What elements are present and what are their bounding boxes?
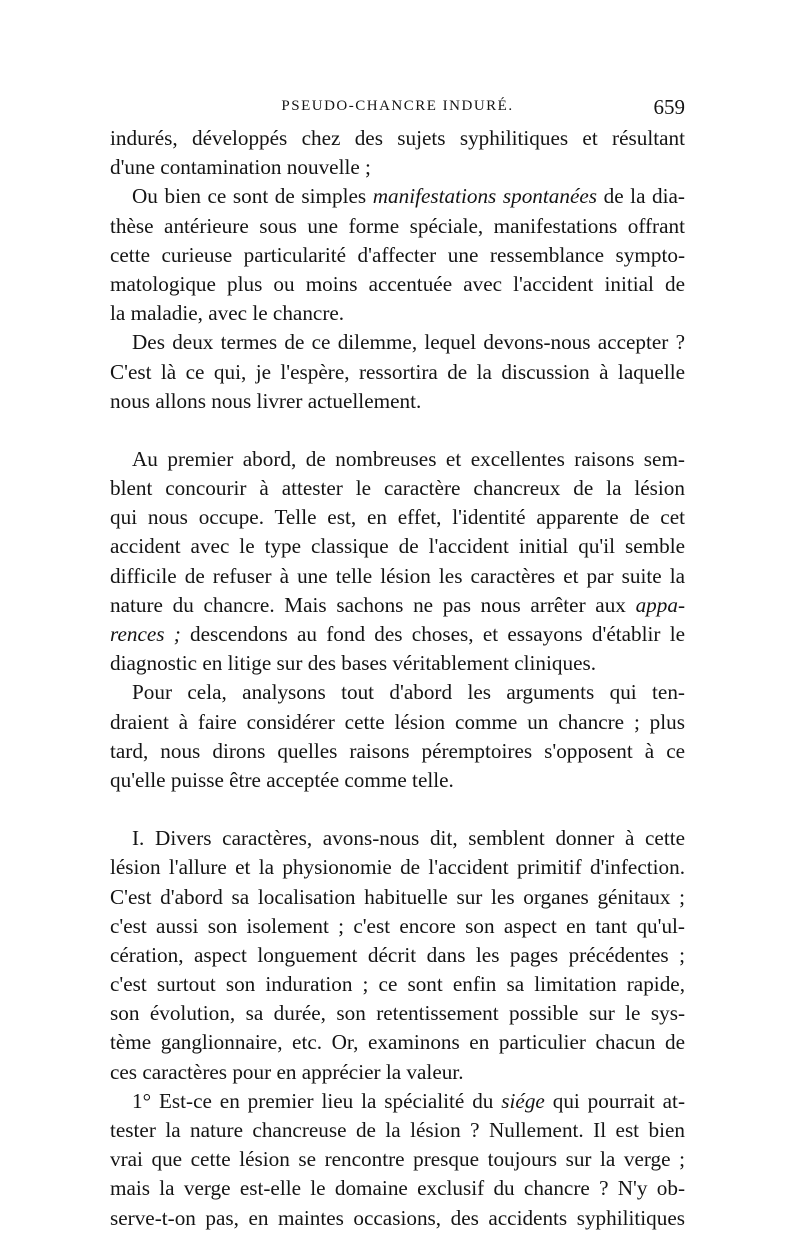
text-line: Au premier abord, de nombreuses et excellentes raisons sem- <box>132 446 685 471</box>
emphasis: manifestations spontanées <box>372 184 598 209</box>
text-line: draient à faire considérer cette lésion comme un chancre ; plus <box>110 709 685 734</box>
emphasis: rences ; <box>110 622 181 646</box>
text-line: qui nous occupe. Telle est, en effet, l'identité apparente de cet <box>110 505 685 530</box>
text-line: Ou bien ce sont de simples manifestations spontanées de la dia- <box>132 184 685 209</box>
text-line: I. Divers caractères, avons-nous dit, semblent donner à cette <box>132 826 685 851</box>
paragraph-section-one <box>110 824 685 1087</box>
paragraph-question <box>110 328 685 416</box>
text-line: cération, aspect longuement décrit dans les pages précédentes ; <box>110 942 685 967</box>
text-line: d'une contamination nouvelle ; <box>110 155 371 180</box>
paragraph-pour-cela <box>110 678 685 795</box>
text-line: nature du chancre. Mais sachons ne pas nous arrêter aux appa- <box>110 592 685 617</box>
text-line: serve-t-on pas, en maintes occasions, des accidents syphilitiques <box>110 1205 685 1230</box>
section-gap <box>110 795 685 824</box>
text-line: Des deux termes de ce dilemme, lequel devons-nous accepter ? <box>132 330 685 355</box>
text-line: cette curieuse particularité d'affecter une ressemblance sympto- <box>110 242 685 267</box>
paragraph-premier-abord <box>110 445 685 679</box>
emphasis: appa- <box>635 592 685 617</box>
section-gap <box>110 416 685 445</box>
text-line: Pour cela, analysons tout d'abord les arguments qui ten- <box>132 680 685 705</box>
text-line: tème ganglionnaire, etc. Or, examinons en particulier chacun de <box>110 1030 685 1055</box>
paragraph-dilemma <box>110 182 685 328</box>
text-line: son évolution, sa durée, son retentissement possible sur le sys- <box>110 1001 685 1026</box>
text-line: blent concourir à attester le caractère chancreux de la lésion <box>110 476 685 501</box>
text-line: C'est d'abord sa localisation habituelle sur les organes génitaux ; <box>110 884 685 909</box>
text-line: qu'elle puisse être acceptée comme telle. <box>110 767 454 792</box>
text-line: ces caractères pour en apprécier la valeur. <box>110 1059 464 1084</box>
text-line: nous allons nous livrer actuellement. <box>110 388 422 413</box>
text-line: accident avec le type classique de l'accident initial qu'il semble <box>110 534 685 559</box>
text-line: C'est là ce qui, je l'espère, ressortira de la discussion à laquelle <box>110 359 685 384</box>
text-line: lésion l'allure et la physionomie de l'accident primitif d'infection. <box>110 855 685 880</box>
paragraph-continuation <box>110 124 685 182</box>
text-line: mais la verge est-elle le domaine exclusif du chancre ? N'y ob- <box>110 1176 685 1201</box>
text-line: matologique plus ou moins accentuée avec l'accident initial de <box>110 271 685 296</box>
text-line: 1° Est-ce en premier lieu la spécialité du siége qui pourrait at- <box>132 1088 685 1113</box>
text-line: indurés, développés chez des sujets syphilitiques et résultant <box>110 126 685 150</box>
text-line: la maladie, avec le chancre. <box>110 301 345 326</box>
text-line: tester la nature chancreuse de la lésion ? Nullement. Il est bien <box>110 1118 685 1142</box>
text-line: c'est aussi son isolement ; c'est encore son aspect en tant qu'ul- <box>110 913 685 938</box>
page-number: 659 <box>653 95 685 119</box>
text-line: diagnostic en litige sur des bases véritablement cliniques. <box>110 651 597 676</box>
page-header <box>110 95 685 117</box>
emphasis: siége <box>501 1088 545 1113</box>
text-line: tard, nous dirons quelles raisons péremptoires s'opposent à ce <box>110 738 685 763</box>
text-line: c'est surtout son induration ; ce sont enfin sa limitation rapide, <box>110 972 685 997</box>
text-line: thèse antérieure sous une forme spéciale, manifestations offrant <box>110 213 685 238</box>
paragraph-siege <box>110 1087 685 1233</box>
text-line: difficile de refuser à une telle lésion les caractères et par suite la <box>110 563 685 588</box>
text-line: vrai que cette lésion se rencontre presque toujours sur la verge ; <box>110 1147 685 1172</box>
text-line: rences ; descendons au fond des choses, et essayons d'établir le <box>110 622 685 646</box>
running-title: PSEUDO-CHANCRE INDURÉ. <box>281 98 514 114</box>
page-body <box>110 124 685 1233</box>
